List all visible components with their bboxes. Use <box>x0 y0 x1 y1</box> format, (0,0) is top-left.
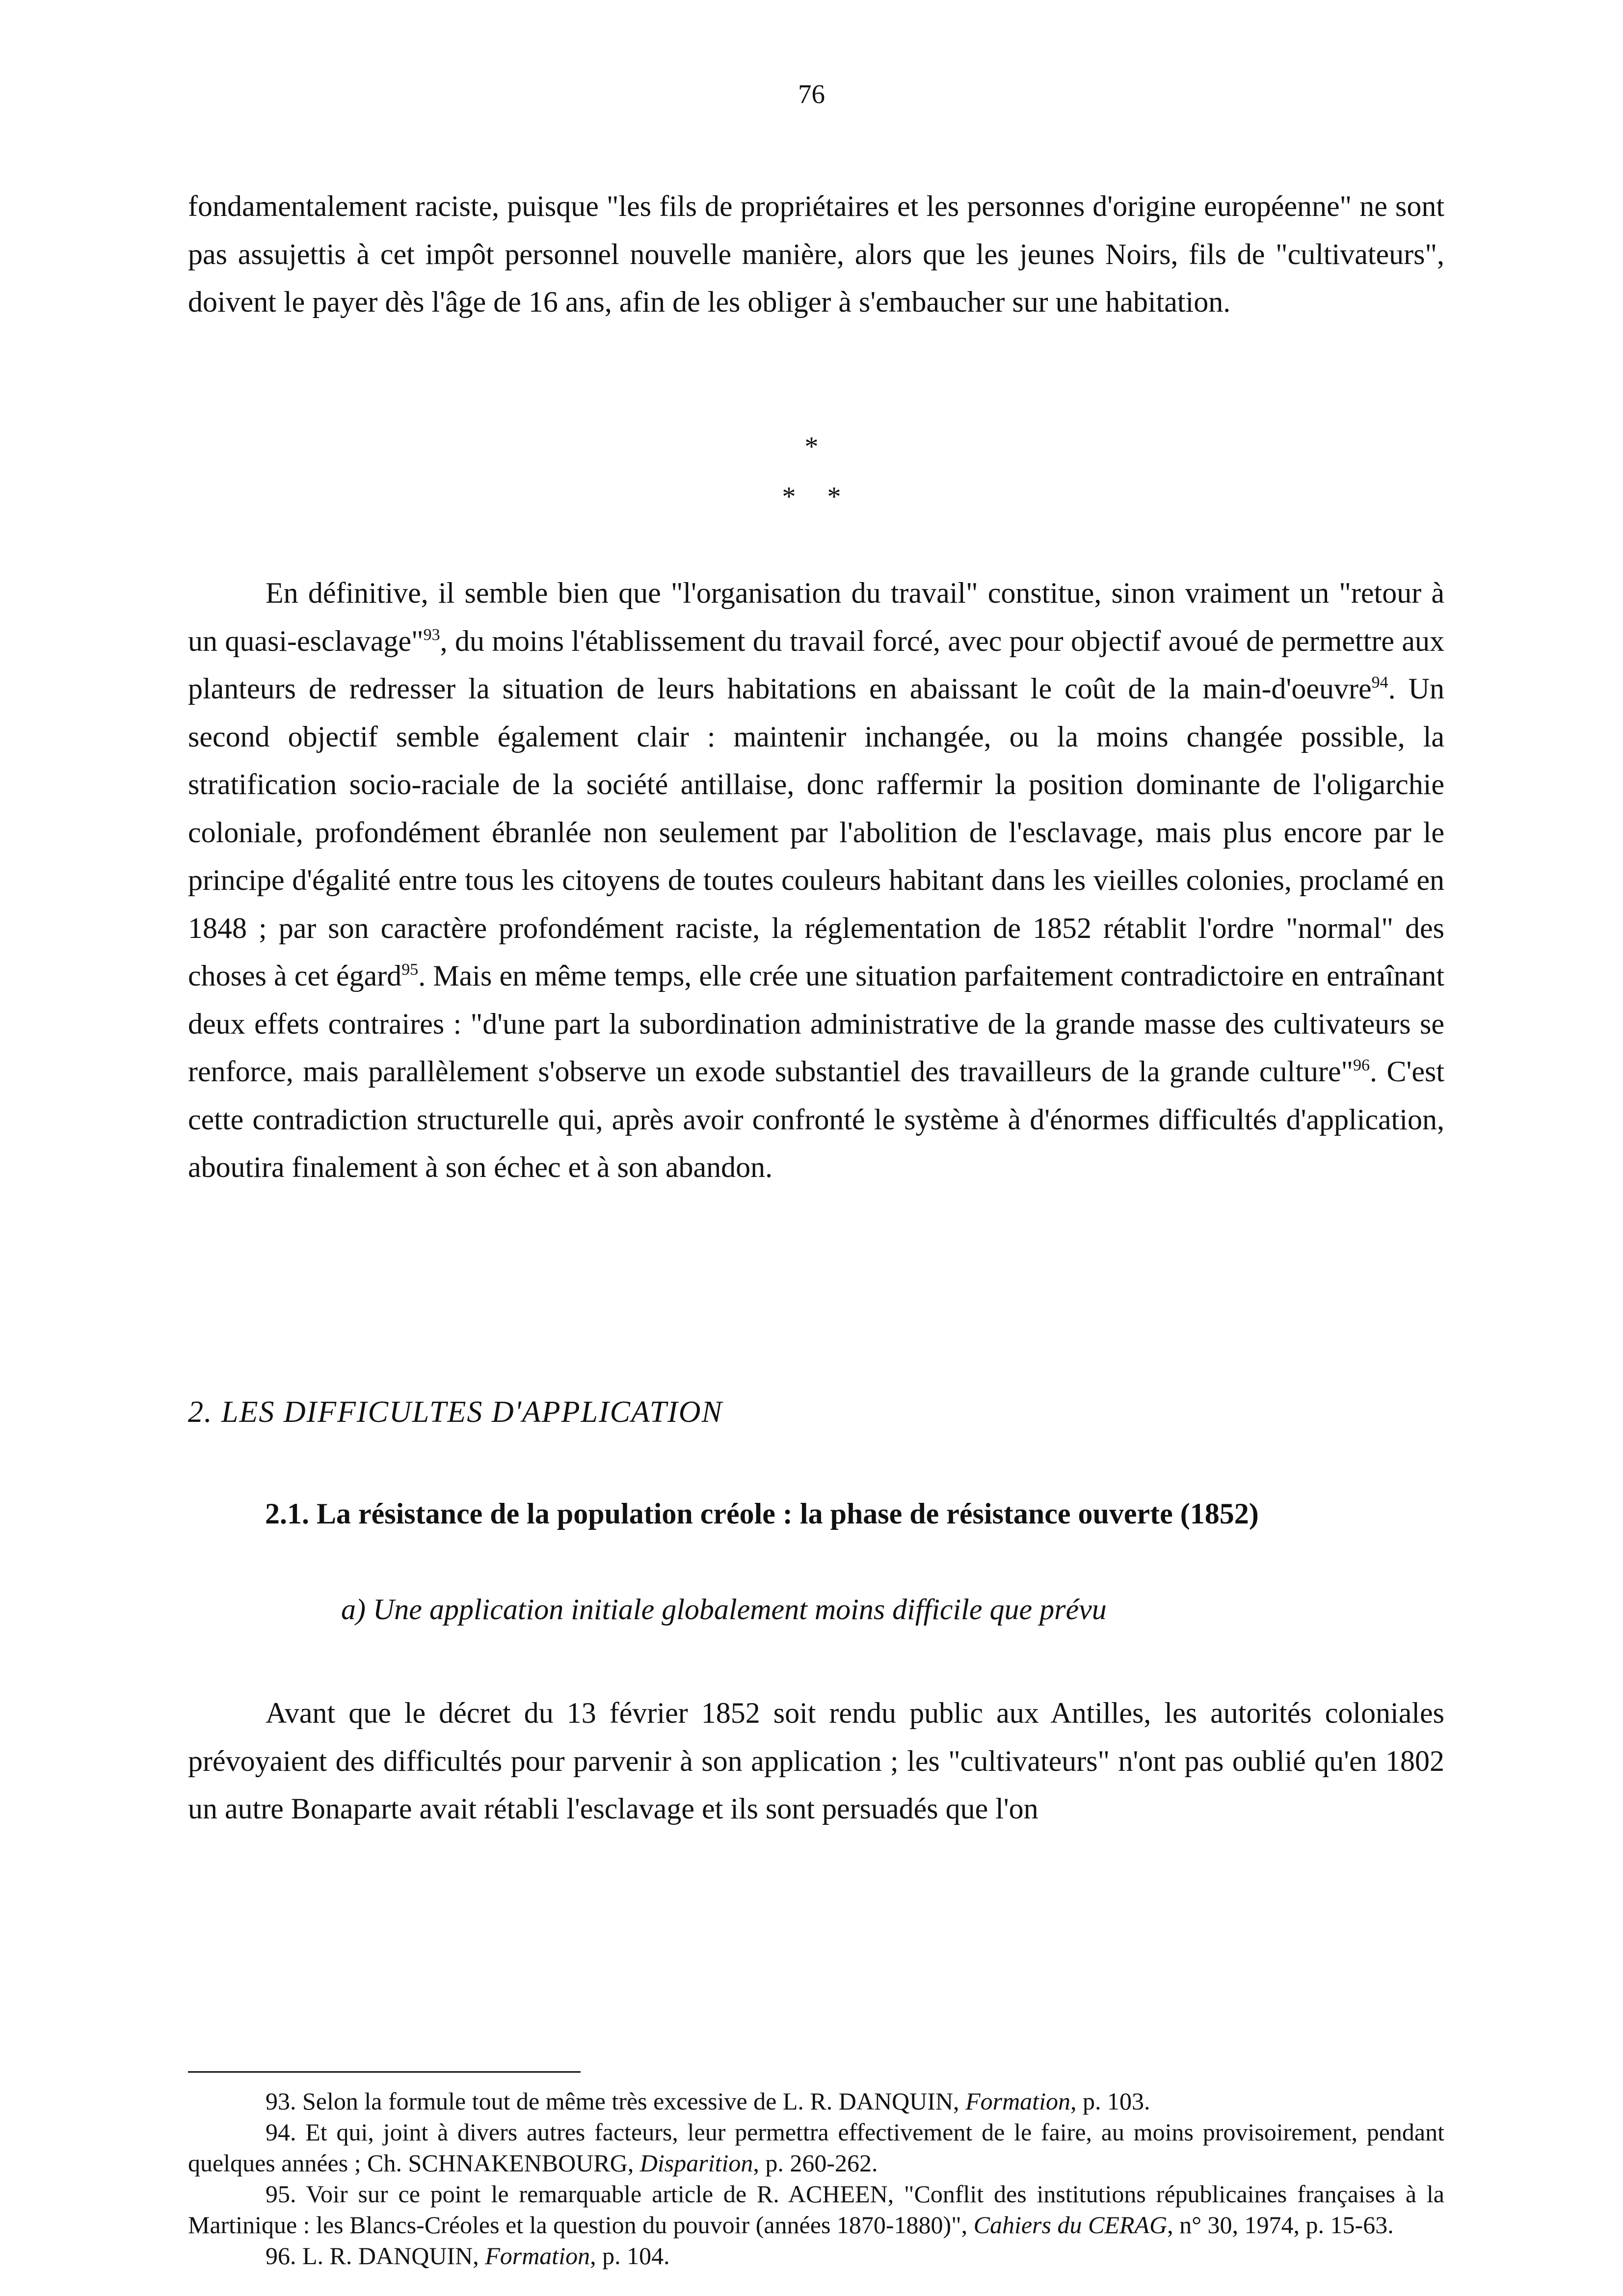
section-heading: 2. LES DIFFICULTES D'APPLICATION <box>188 1395 723 1429</box>
footnote-95 <box>188 2179 1444 2241</box>
footnote-93-pages: , p. 103. <box>1070 2087 1150 2115</box>
paragraph-2-text-3: . Un second objectif semble également clair : maintenir inchangée, ou la moins changée possible, la stratification socio-raciale de la société antillaise, donc raffermir la position dominante de l'oligarchie coloniale, profondément ébranlée non seulement par l'abolition de l'esclavage, mais plus encore par le principe d'égalité entre tous les citoyens de toutes couleurs habitant dans les vieilles colonies, proclamé en 1848 ; par son caractère profondément raciste, la réglementation de 1852 rétablit l'ordre "normal" des choses à cet égard <box>188 672 1444 992</box>
footnote-93 <box>188 2086 1444 2117</box>
footnote-ref-95: 95 <box>401 961 419 979</box>
footnote-ref-93: 93 <box>423 625 440 644</box>
footnote-94-title: Disparition <box>639 2149 753 2177</box>
footnote-separator <box>188 2071 581 2073</box>
footnote-96 <box>188 2241 1444 2271</box>
footnote-ref-94: 94 <box>1371 673 1388 692</box>
footnote-95-pages: , n° 30, 1974, p. 15-63. <box>1167 2211 1394 2239</box>
footnote-93-title: Formation <box>965 2087 1070 2115</box>
footnote-93-text: 93. Selon la formule tout de même très excessive de L. R. DANQUIN, <box>266 2087 966 2115</box>
page-number: 76 <box>798 79 825 109</box>
paragraph-2 <box>188 569 1444 1192</box>
footnote-94 <box>188 2117 1444 2179</box>
footnote-ref-96: 96 <box>1353 1056 1370 1074</box>
paragraph-1: fondamentalement raciste, puisque "les fils de propriétaires et les personnes d'origine européenne" ne sont pas assujettis à cet impôt personnel nouvelle manière, alors que les jeunes Noirs, fils de "cultivateurs", doivent le payer dès l'âge de 16 ans, afin de les obliger à s'embaucher sur une habitation. <box>188 190 1444 318</box>
footnote-95-title: Cahiers du CERAG <box>973 2211 1168 2239</box>
footnote-96-text: 96. L. R. DANQUIN, <box>266 2242 485 2269</box>
subsection-heading: 2.1. La résistance de la population créole : la phase de résistance ouverte (1852) <box>265 1497 1259 1530</box>
footnote-94-pages: , p. 260-262. <box>753 2149 878 2177</box>
paragraph-3: Avant que le décret du 13 février 1852 soit rendu public aux Antilles, les autorités coloniales prévoyaient des difficultés pour parvenir à son application ; les "cultivateurs" n'ont pas oublié qu'en 1802 un autre Bonaparte avait rétabli l'esclavage et ils sont persuadés que l'on <box>188 1697 1444 1825</box>
footnote-94-text: 94. Et qui, joint à divers autres facteurs, leur permettra effectivement de le faire, au moins provisoirement, pendant quelques années ; Ch. SCHNAKENBOURG, <box>188 2118 1444 2177</box>
subsubsection-heading: a) Une application initiale globalement moins difficile que prévu <box>341 1593 1107 1626</box>
footnote-96-title: Formation <box>485 2242 590 2269</box>
paragraph-2-text-1: En définitive, il semble bien que "l'organisation du travail" constitue, sinon vraiment un "retour à un quasi-esclavage" <box>188 577 1444 657</box>
footnote-96-pages: , p. 104. <box>590 2242 670 2269</box>
separator-star-top: * <box>804 431 819 462</box>
footnotes <box>188 2086 1444 2271</box>
paragraph-2-text-4: . Mais en même temps, elle crée une situation parfaitement contradictoire en entraînant deux effets contraires : "d'une part la subordination administrative de la grande masse des cultivateurs se renforce, mais parallèlement s'observe un exode substantiel des travailleurs de la grande culture" <box>188 960 1444 1088</box>
paragraph-2-text-5: . C'est cette contradiction structurelle qui, après avoir confronté le système à d'énormes difficultés d'application, aboutira finalement à son échec et à son abandon. <box>188 1055 1444 1183</box>
footnote-95-text: 95. Voir sur ce point le remarquable article de R. ACHEEN, "Conflit des institutions républicaines françaises à la Martinique : les Blancs-Créoles et la question du pouvoir (années 1870-1880)", <box>188 2180 1444 2239</box>
separator-stars-bottom: * * <box>782 481 841 512</box>
paragraph-2-text-2: , du moins l'établissement du travail forcé, avec pour objectif avoué de permettre aux planteurs de redresser la situation de leurs habitations en abaissant le coût de la main-d'oeuvre <box>188 624 1444 705</box>
